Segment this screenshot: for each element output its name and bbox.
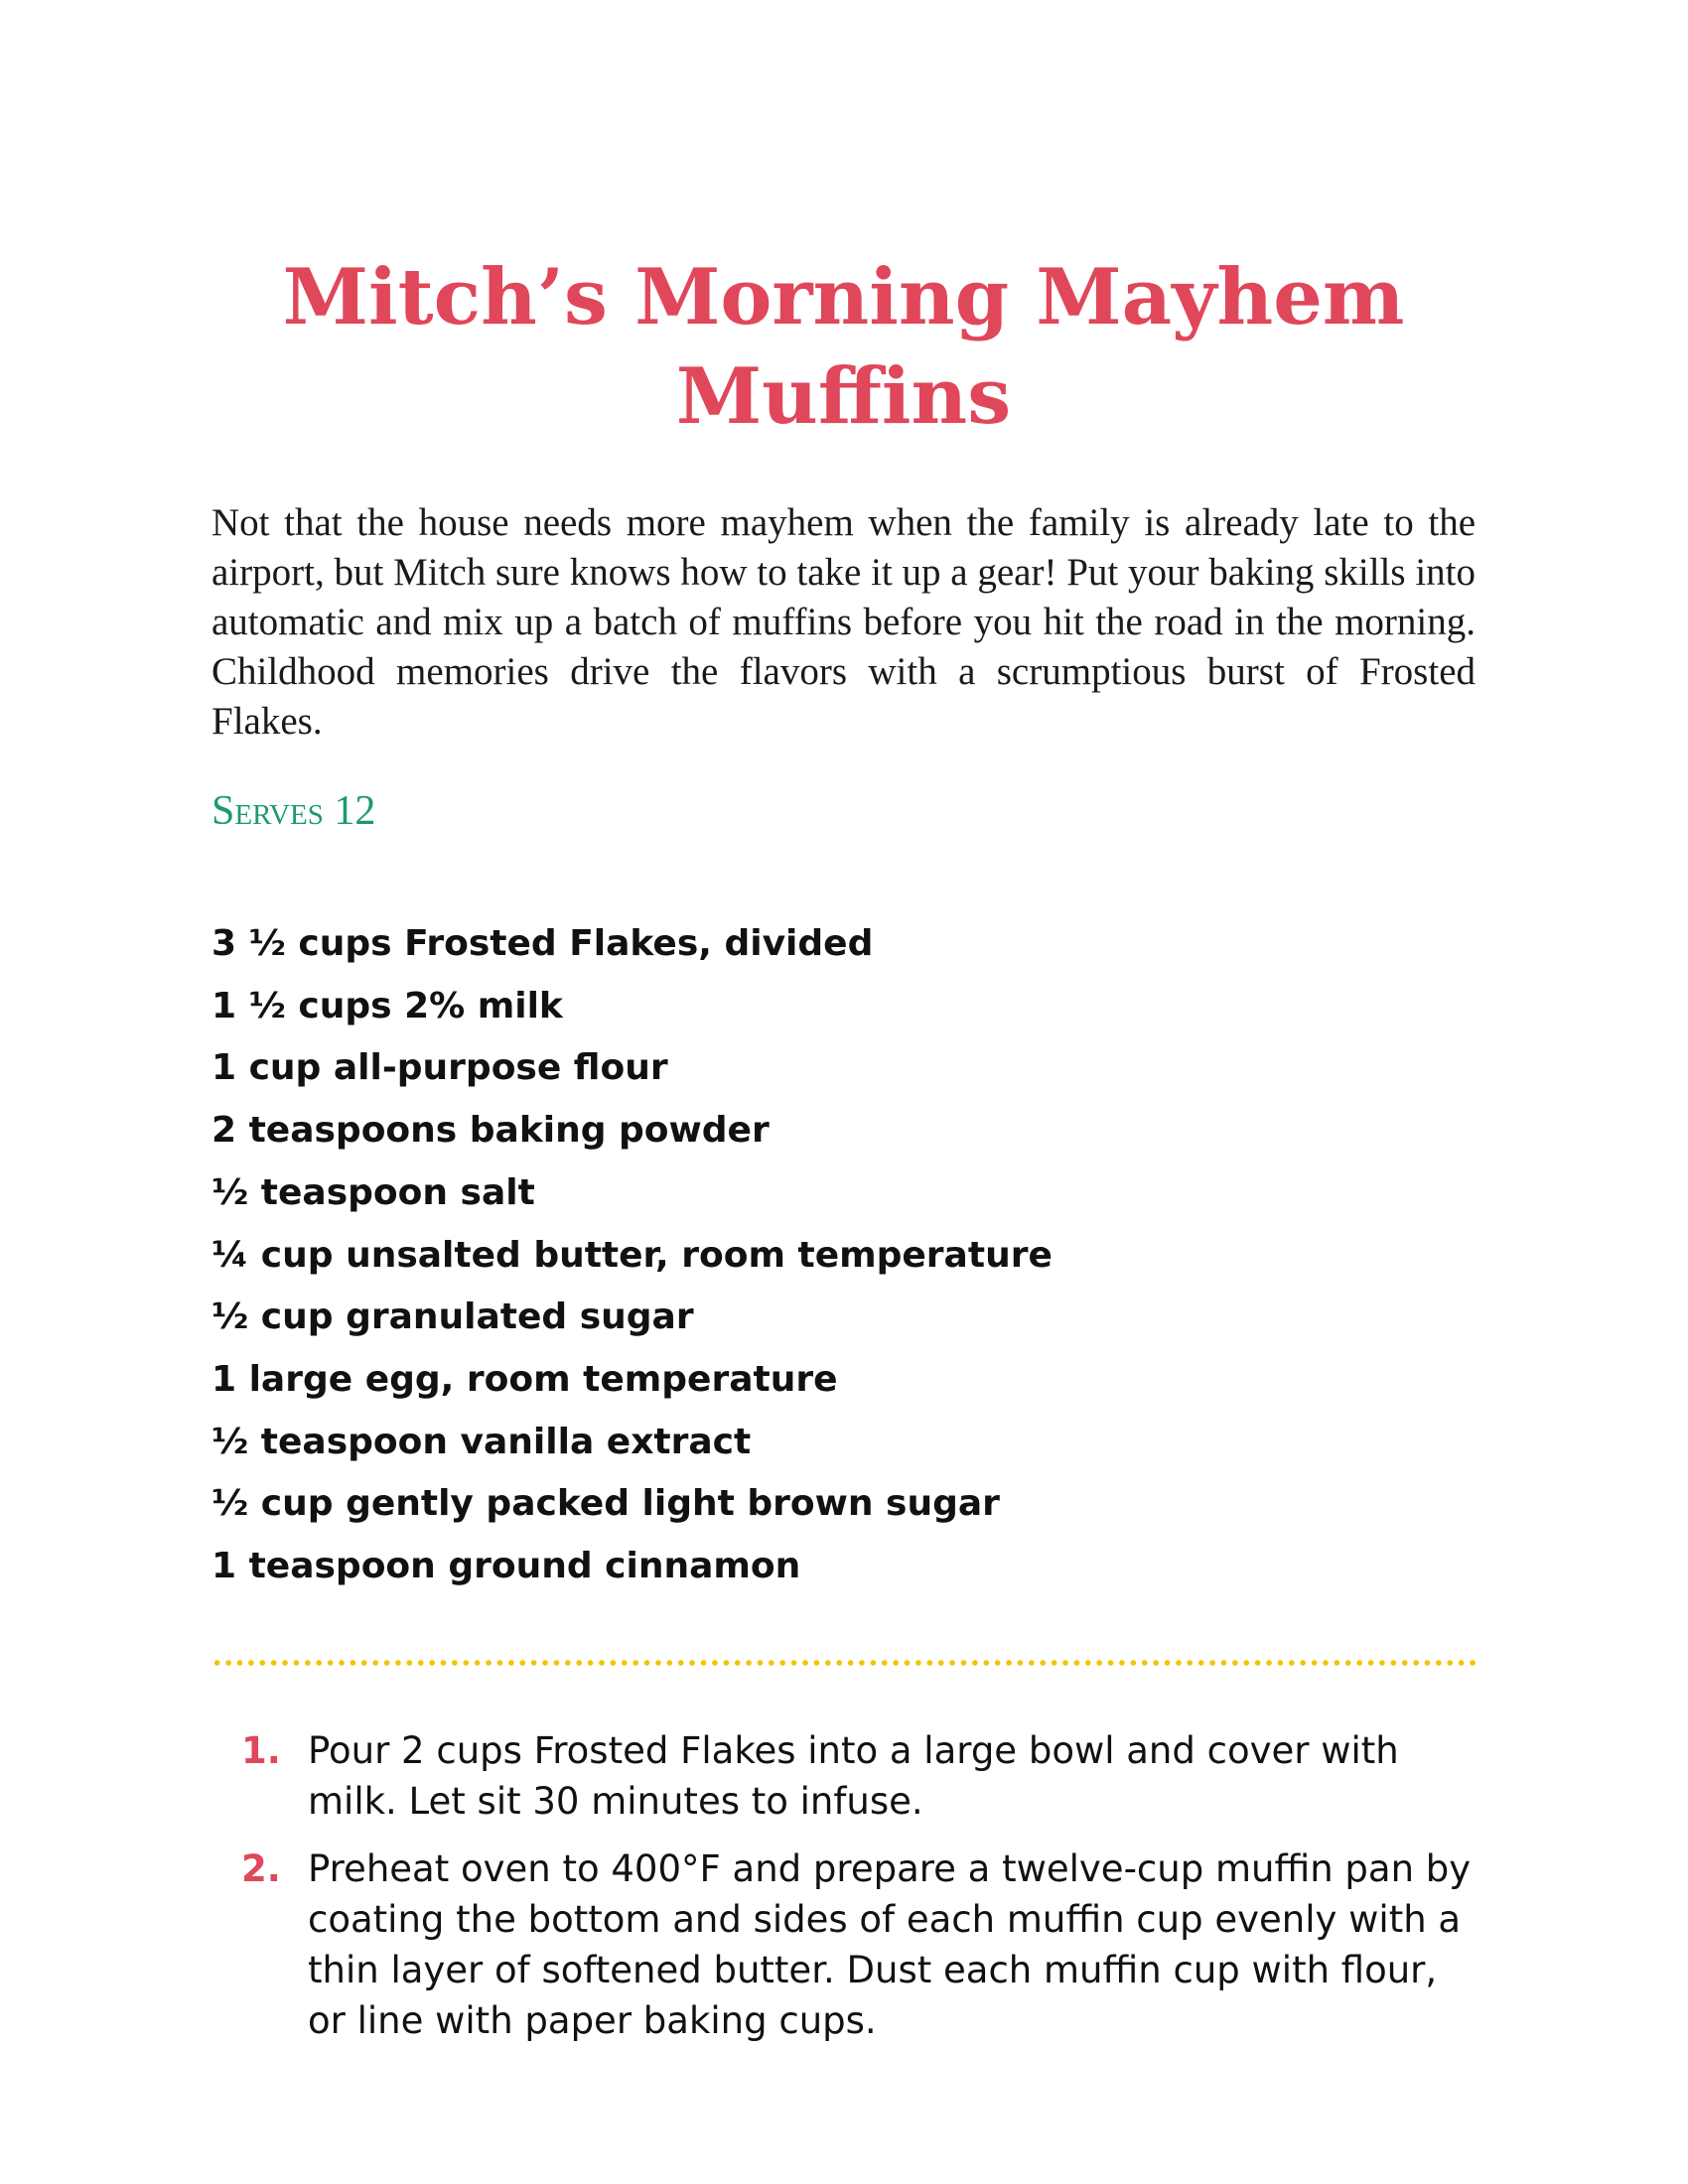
- instruction-step: [211, 1843, 1476, 2046]
- ingredient-item: 1 cup all-purpose flour: [211, 1047, 668, 1089]
- recipe-intro: Not that the house needs more mayhem when the family is already late to the airport, but Mitch sure knows how to take it up a gear! Put your baking skills into automatic and mix up a batch of muffins before you hit the road in the morning. Childhood memories drive the flavors with a scrumptious burst of Frosted Flakes.: [211, 501, 1476, 743]
- dotted-divider: [211, 1660, 1476, 1666]
- recipe-page: [211, 248, 1476, 2063]
- recipe-title: Mitch’s Morning Mayhem Muffins: [282, 252, 1405, 442]
- step-text: Pour 2 cups Frosted Flakes into a large bowl and cover with milk. Let sit 30 minutes to infuse.: [308, 1728, 1399, 1823]
- ingredient-item: ½ cup gently packed light brown sugar: [211, 1483, 1000, 1525]
- ingredient-item: 3 ½ cups Frosted Flakes, divided: [211, 923, 874, 964]
- instruction-step: [211, 1725, 1476, 1827]
- ingredient-item: ½ cup granulated sugar: [211, 1297, 694, 1338]
- instruction-steps: [211, 1725, 1476, 2046]
- serves-label: Serves 12: [211, 788, 376, 834]
- step-text: Preheat oven to 400°F and prepare a twelve-cup muffin pan by coating the bottom and sides of each muffin cup evenly with a thin layer of softened butter. Dust each muffin cup with flour, or line with paper baking cups.: [308, 1846, 1472, 2042]
- ingredient-item: 1 large egg, room temperature: [211, 1358, 838, 1400]
- ingredient-item: ¼ cup unsalted butter, room temperature: [211, 1234, 1053, 1276]
- ingredient-item: 1 ½ cups 2% milk: [211, 985, 563, 1026]
- ingredient-list: [211, 913, 1476, 1598]
- step-number: 2.: [241, 1846, 281, 1890]
- ingredient-item: 2 teaspoons baking powder: [211, 1110, 770, 1152]
- ingredient-item: 1 teaspoon ground cinnamon: [211, 1546, 801, 1587]
- step-number: 1.: [241, 1728, 281, 1772]
- ingredient-item: ½ teaspoon salt: [211, 1171, 535, 1213]
- ingredient-item: ½ teaspoon vanilla extract: [211, 1421, 752, 1462]
